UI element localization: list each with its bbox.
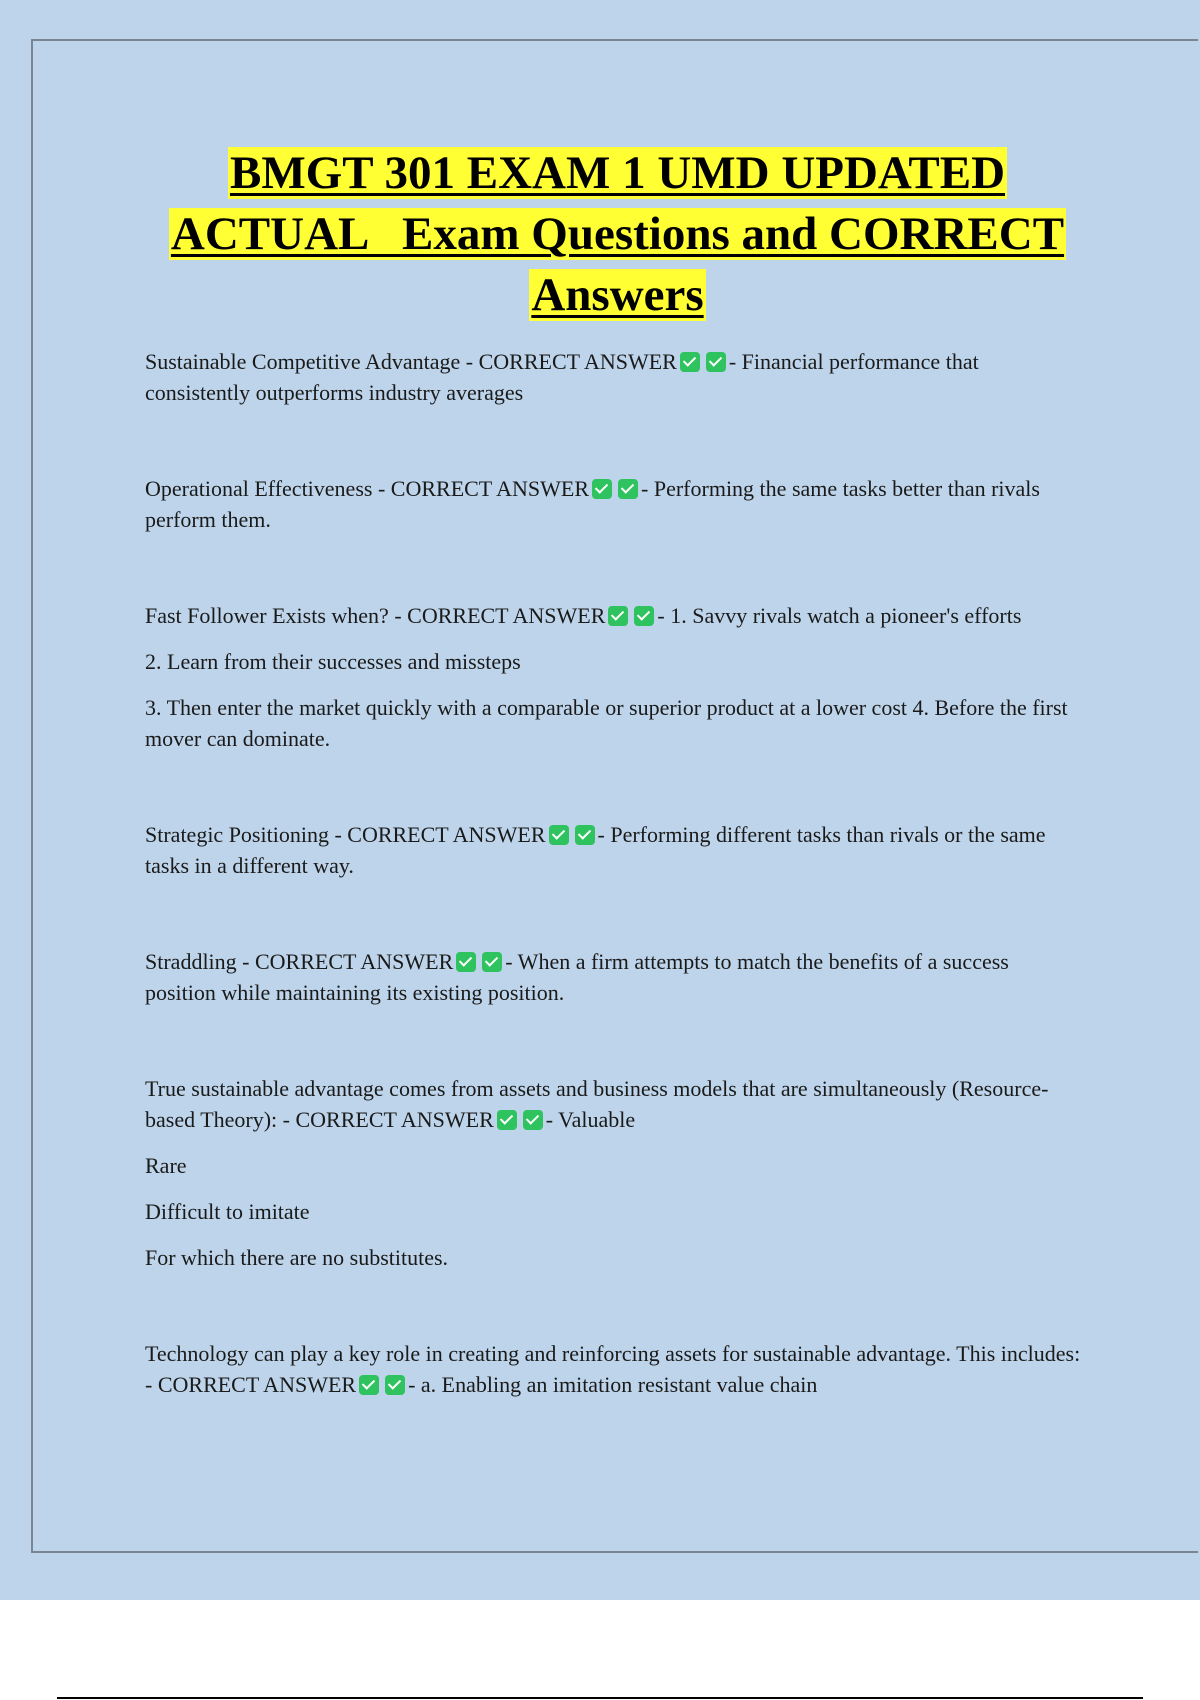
qa-item — [145, 1073, 1085, 1273]
qa-term: Fast Follower Exists when? - — [145, 603, 408, 628]
answer-marker: CORRECT ANSWER — [390, 476, 590, 501]
qa-answer: - 1. Savvy rivals watch a pioneer's efforts — [657, 603, 1022, 628]
answer-marker: CORRECT ANSWER — [157, 1372, 357, 1397]
qa-text — [145, 1338, 1085, 1400]
qa-answer: - a. Enabling an imitation resistant value chain — [408, 1372, 818, 1397]
answer-marker: CORRECT ANSWER — [295, 1107, 494, 1132]
check-icon — [549, 825, 569, 845]
qa-text — [145, 473, 1085, 535]
qa-term: Technology can play a key role in creating and reinforcing assets for sustainable advantage. This includes: - — [145, 1341, 1081, 1397]
check-icon — [482, 952, 502, 972]
qa-item — [145, 946, 1085, 1008]
qa-answer: - Financial performance that consistently outperforms industry averages — [145, 349, 979, 405]
check-icon — [575, 825, 595, 845]
qa-term: True sustainable advantage comes from assets and business models that are simultaneously (Resource-based Theory): - — [145, 1076, 1049, 1132]
check-icon — [706, 352, 726, 372]
check-icon — [523, 1110, 543, 1130]
footer-divider — [57, 1697, 1143, 1699]
qa-item — [145, 600, 1085, 754]
qa-term: Strategic Positioning - — [145, 822, 348, 847]
qa-extra-line: 2. Learn from their successes and missteps — [145, 649, 521, 674]
check-icon — [359, 1375, 379, 1395]
document-title — [80, 143, 1155, 326]
answer-marker: CORRECT ANSWER — [407, 603, 606, 628]
check-icon — [497, 1110, 517, 1130]
check-icon — [634, 606, 654, 626]
qa-extra-line: For which there are no substitutes. — [145, 1245, 449, 1270]
qa-extra-line: 3. Then enter the market quickly with a comparable or superior product at a lower cost 4. Before the first mover can dominate. — [145, 695, 1068, 751]
qa-text — [145, 819, 1085, 881]
qa-term: Straddling - — [145, 949, 255, 974]
qa-item — [145, 1338, 1085, 1400]
qa-answer: - When a firm attempts to match the benefits of a success position while maintaining its existing position. — [145, 949, 1009, 1005]
qa-list — [145, 346, 1085, 1400]
qa-text — [145, 346, 1085, 408]
check-icon — [680, 352, 700, 372]
qa-extra-line: Rare — [145, 1153, 187, 1178]
qa-extra-line: Difficult to imitate — [145, 1199, 310, 1224]
qa-term: Operational Effectiveness - — [145, 476, 391, 501]
title-line-2: ACTUAL Exam Questions and CORRECT — [170, 208, 1065, 260]
qa-item — [145, 346, 1085, 408]
qa-text — [145, 946, 1085, 1008]
check-icon — [608, 606, 628, 626]
qa-text — [145, 600, 1085, 631]
qa-item — [145, 819, 1085, 881]
qa-item — [145, 473, 1085, 535]
qa-answer: - Valuable — [545, 1107, 636, 1132]
answer-marker: CORRECT ANSWER — [255, 949, 454, 974]
check-icon — [385, 1375, 405, 1395]
qa-text — [145, 1073, 1085, 1135]
answer-marker: CORRECT ANSWER — [347, 822, 546, 847]
qa-answer: - Performing different tasks than rivals or the same tasks in a different way. — [145, 822, 1046, 878]
answer-marker: CORRECT ANSWER — [478, 349, 677, 374]
check-icon — [618, 479, 638, 499]
check-icon — [592, 479, 612, 499]
check-icon — [456, 952, 476, 972]
title-line-3: Answers — [531, 269, 704, 321]
qa-answer: - Performing the same tasks better than rivals perform them. — [145, 476, 1040, 532]
title-line-1: BMGT 301 EXAM 1 UMD UPDATED — [229, 147, 1006, 199]
qa-term: Sustainable Competitive Advantage - — [145, 349, 479, 374]
